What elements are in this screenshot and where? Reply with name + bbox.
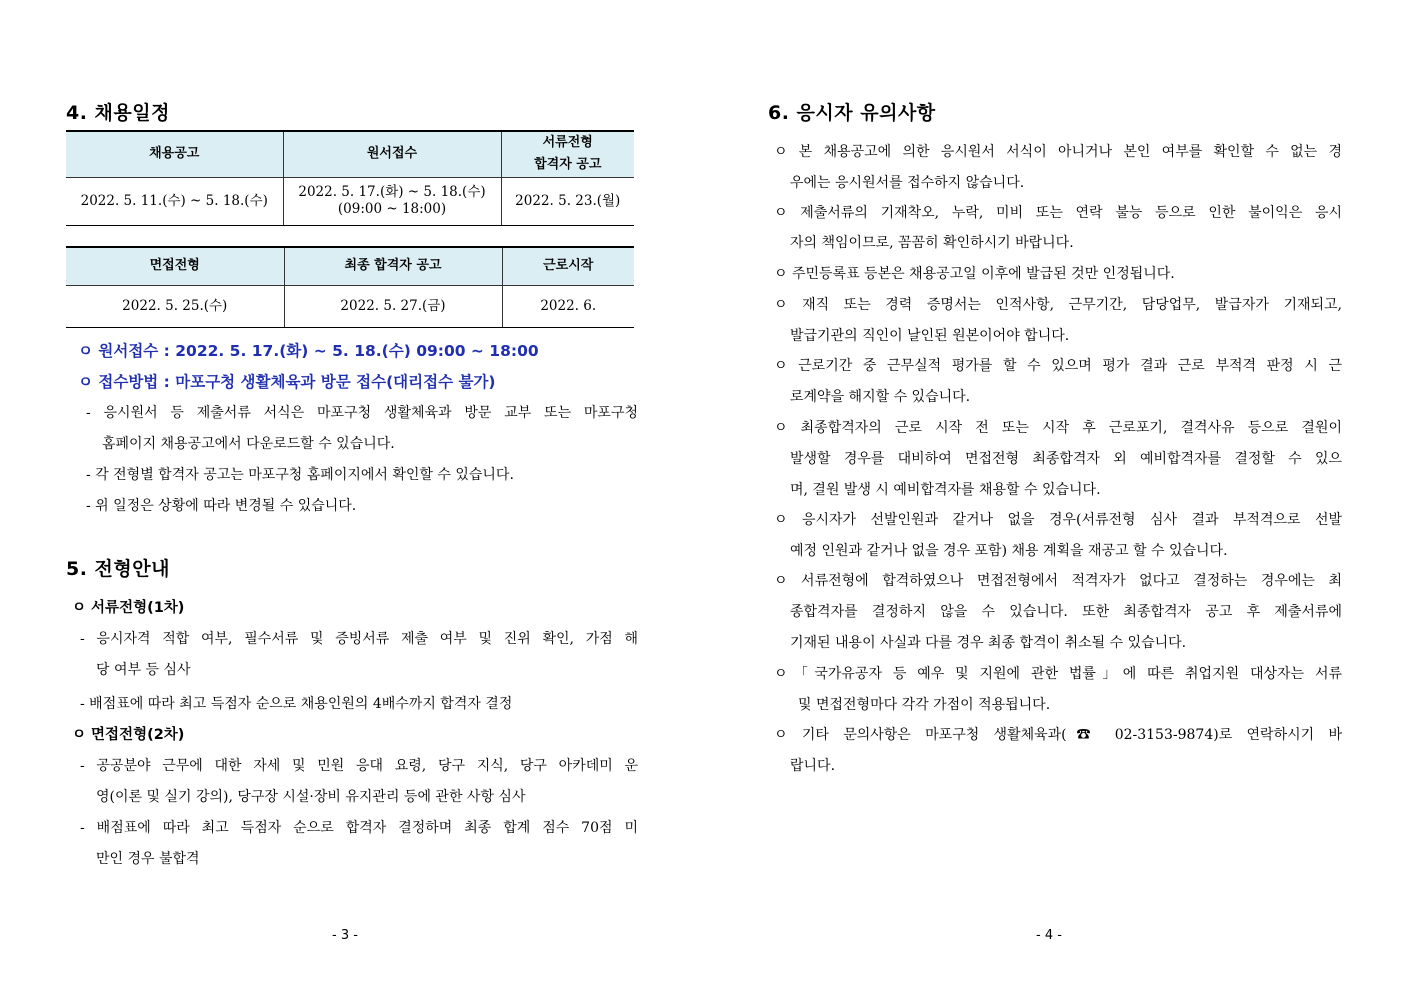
guide-line-4: - 공공분야 근무에 대한 자세 및 민원 응대 요령, 당구 지식, 당구 아카데미 운	[80, 758, 638, 774]
cell-application-time: (09:00 ~ 18:00)	[337, 201, 447, 217]
header-document-screening-line1: 서류전형	[542, 135, 593, 151]
header-work-start: 근로시작	[502, 247, 634, 285]
notice-line-21: 랍니다.	[790, 758, 836, 774]
guide-line-5: 영(이론 및 실기 강의), 당구장 시설·장비 유지관리 등에 관한 사항 심사	[96, 789, 526, 805]
notice-line-19: 및 면접전형마다 각각 가점이 적용됩니다.	[798, 697, 1051, 713]
cell-document-result-date: 2022. 5. 23.(월)	[501, 177, 634, 225]
application-method-note: ㅇ 접수방법 : 마포구청 생활체육과 방문 접수(대리접수 불가)	[78, 373, 496, 391]
guide-line-3: - 배점표에 따라 최고 득점자 순으로 채용인원의 4배수까지 합격자 결정	[80, 696, 513, 712]
notice-line-18: ㅇ「국가유공자 등 예우 및 지원에 관한 법률」에 따른 취업지원 대상자는 서류	[774, 666, 1342, 682]
header-document-screening-line2: 합격자 공고	[534, 157, 602, 173]
header-application: 원서접수	[283, 131, 501, 177]
note-line-1: - 응시원서 등 제출서류 서식은 마포구청 생활체육과 방문 교부 또는 마포구청	[86, 405, 638, 421]
header-recruit-notice: 채용공고	[66, 131, 283, 177]
notice-line-20: ㅇ 기타 문의사항은 마포구청 생활체육과(☎ 02-3153-9874)로 연락하시기 바	[774, 727, 1342, 743]
note-line-3: - 각 전형별 합격자 공고는 마포구청 홈페이지에서 확인할 수 있습니다.	[86, 467, 514, 483]
left-page	[66, 0, 636, 992]
notice-line-17: 기재된 내용이 사실과 다를 경우 최종 합격이 취소될 수 있습니다.	[790, 635, 1187, 651]
notice-line-13: ㅇ 응시자가 선발인원과 같거나 없을 경우(서류전형 심사 결과 부적격으로 선발	[774, 512, 1342, 528]
notice-line-10: ㅇ 최종합격자의 근로 시작 전 또는 시작 후 근로포기, 결격사유 등으로 결원이	[774, 420, 1342, 436]
notice-line-6: ㅇ 재직 또는 경력 증명서는 인적사항, 근무기간, 담당업무, 발급자가 기재되고,	[774, 297, 1342, 313]
cell-application-period	[283, 177, 501, 225]
notice-line-9: 로계약을 해지할 수 있습니다.	[790, 389, 971, 405]
notice-line-3: ㅇ 제출서류의 기재착오, 누락, 미비 또는 연락 불능 등으로 인한 불이익은 응시	[774, 205, 1342, 221]
page-number-3: - 3 -	[332, 928, 358, 943]
guide-line-7: 만인 경우 불합격	[96, 851, 200, 867]
schedule-table-2	[66, 246, 634, 328]
notice-line-12: 며, 결원 발생 시 예비합격자를 채용할 수 있습니다.	[790, 482, 1101, 498]
notice-line-15: ㅇ 서류전형에 합격하였으나 면접전형에서 적격자가 없다고 결정하는 경우에는 최	[774, 573, 1342, 589]
notice-line-11: 발생할 경우를 대비하여 면접전형 최종합격자 외 예비합격자를 결정할 수 있으	[790, 451, 1342, 467]
note-line-4: - 위 일정은 상황에 따라 변경될 수 있습니다.	[86, 498, 357, 514]
cell-application-date: 2022. 5. 17.(화) ~ 5. 18.(수)	[298, 184, 486, 200]
header-final-notice: 최종 합격자 공고	[284, 247, 502, 285]
header-interview: 면접전형	[66, 247, 284, 285]
guide-line-2: 당 여부 등 심사	[96, 662, 191, 678]
note-line-2: 홈페이지 채용공고에서 다운로드할 수 있습니다.	[102, 436, 395, 452]
notice-line-7: 발급기관의 직인이 날인된 원본이어야 합니다.	[790, 328, 1070, 344]
right-page	[768, 0, 1343, 992]
cell-interview-date: 2022. 5. 25.(수)	[66, 285, 284, 327]
notice-line-4: 자의 책임이므로, 꼼꼼히 확인하시기 바랍니다.	[790, 235, 1074, 251]
guide-line-1: - 응시자격 적합 여부, 필수서류 및 증빙서류 제출 여부 및 진위 확인, 가점 해	[80, 631, 638, 647]
application-period-note: ㅇ 원서접수 : 2022. 5. 17.(화) ~ 5. 18.(수) 09:00 ~ 18:00	[78, 342, 539, 360]
section-6-title: 6. 응시자 유의사항	[768, 102, 936, 124]
cell-recruit-period: 2022. 5. 11.(수) ~ 5. 18.(수)	[66, 177, 283, 225]
guide-interview: ㅇ 면접전형(2차)	[72, 727, 185, 743]
header-document-screening	[501, 131, 634, 177]
guide-line-6: - 배점표에 따라 최고 득점자 순으로 합격자 결정하며 최종 합계 점수 70점 미	[80, 820, 638, 836]
notice-line-8: ㅇ 근로기간 중 근무실적 평가를 할 수 있으며 평가 결과 근로 부적격 판정 시 근	[774, 358, 1342, 374]
schedule-table-1	[66, 130, 634, 226]
section-4-title: 4. 채용일정	[66, 102, 170, 124]
guide-document-screening: ㅇ 서류전형(1차)	[72, 600, 185, 616]
notice-line-5: ㅇ 주민등록표 등본은 채용공고일 이후에 발급된 것만 인정됩니다.	[774, 266, 1175, 282]
notice-line-14: 예정 인원과 같거나 없을 경우 포함) 채용 계획을 재공고 할 수 있습니다.	[790, 543, 1228, 559]
cell-final-notice-date: 2022. 5. 27.(금)	[284, 285, 502, 327]
notice-line-2: 우에는 응시원서를 접수하지 않습니다.	[790, 175, 1025, 191]
section-5-title: 5. 전형안내	[66, 558, 170, 580]
cell-work-start-date: 2022. 6.	[502, 285, 634, 327]
notice-line-16: 종합격자를 결정하지 않을 수 있습니다. 또한 최종합격자 공고 후 제출서류에	[790, 604, 1342, 620]
page-number-4: - 4 -	[1036, 928, 1062, 943]
notice-line-1: ㅇ 본 채용공고에 의한 응시원서 서식이 아니거나 본인 여부를 확인할 수 없는 경	[774, 144, 1342, 160]
